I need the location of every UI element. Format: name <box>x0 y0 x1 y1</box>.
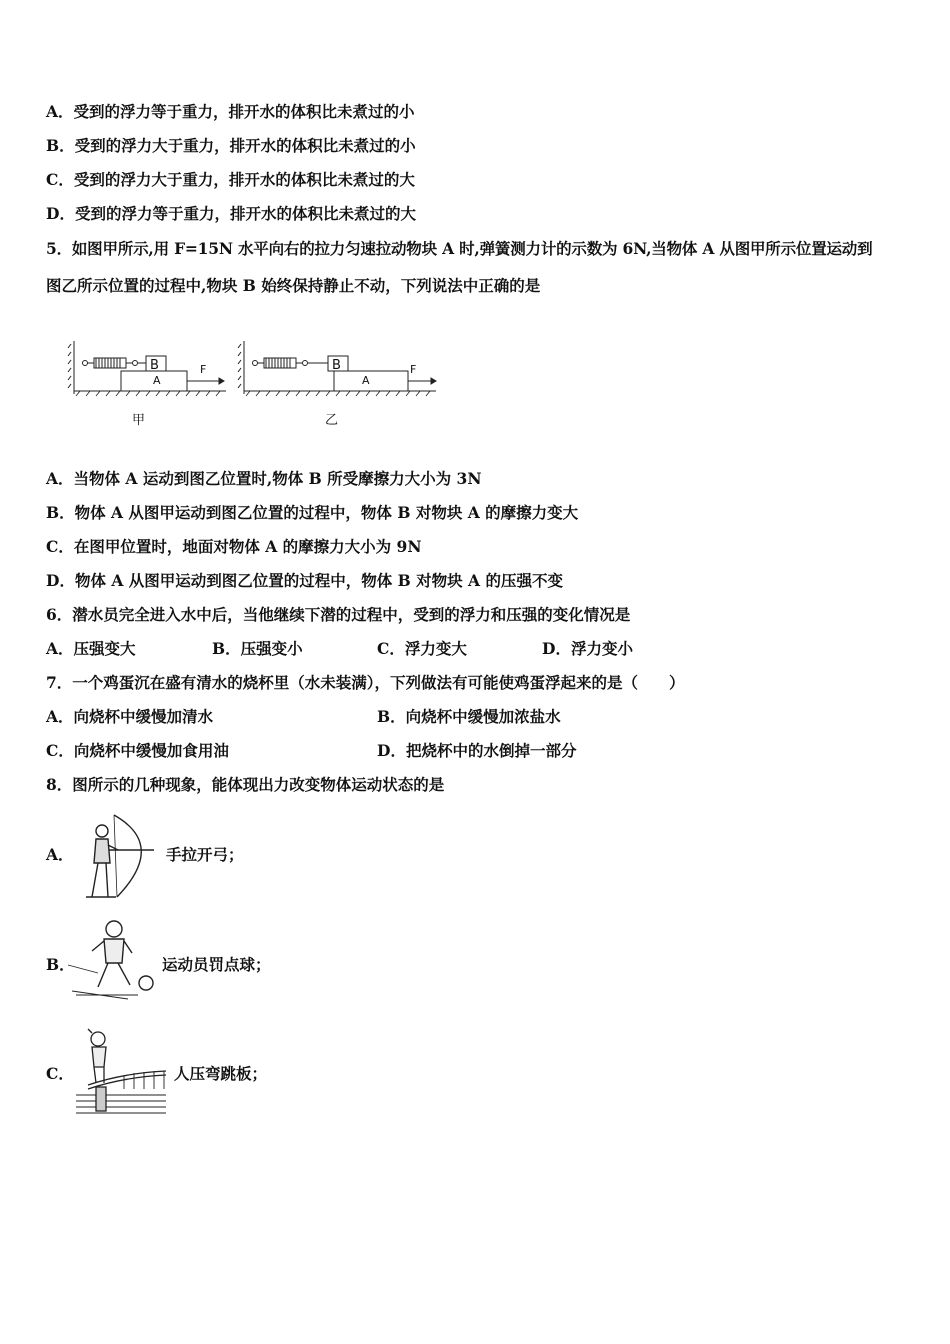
q7-option-d: D．把烧杯中的水倒掉一部分 <box>377 741 577 760</box>
q6-stem: 6．潜水员完全进入水中后，当他继续下潜的过程中，受到的浮力和压强的变化情况是 <box>46 605 631 624</box>
diagram-right-label-b: B <box>332 358 341 373</box>
diagram-right-label-a: A <box>362 374 370 387</box>
q7-option-a: A．向烧杯中缓慢加清水 <box>46 707 214 726</box>
spring-block-diagram <box>66 336 446 426</box>
q4-option-a: A．受到的浮力等于重力，排开水的体积比未煮过的小 <box>46 102 415 121</box>
football-player-image <box>68 915 158 1000</box>
q4-option-d: D．受到的浮力等于重力，排开水的体积比未煮过的大 <box>46 204 416 223</box>
q5-option-d: D．物体 A 从图甲运动到图乙位置的过程中，物体 B 对物块 A 的压强不变 <box>46 571 563 590</box>
q5-stem-line2: 图乙所示位置的过程中,物块 B 始终保持静止不动，下列说法中正确的是 <box>46 276 541 295</box>
q6-option-a: A．压强变大 <box>46 639 136 658</box>
q8-option-c-letter: C． <box>46 1064 74 1083</box>
q6-option-c: C．浮力变大 <box>377 639 467 658</box>
q4-option-b: B．受到的浮力大于重力，排开水的体积比未煮过的小 <box>46 136 416 155</box>
diagram-left-label-a: A <box>153 374 161 387</box>
q7-option-b: B．向烧杯中缓慢加浓盐水 <box>377 707 561 726</box>
diagram-left-caption: 甲 <box>132 413 146 428</box>
q8-option-a-letter: A． <box>46 845 74 864</box>
diagram-right-caption: 乙 <box>325 413 339 428</box>
diagram-left-label-b: B <box>150 358 159 373</box>
q8-option-c-text: 人压弯跳板； <box>174 1064 268 1083</box>
archer-image <box>72 805 162 900</box>
q5-stem-line1: 5．如图甲所示,用 F=15N 水平向右的拉力匀速拉动物块 A 时,弹簧测力计的示数为 6N,当物体 A 从图甲所示位置运动到 <box>46 239 873 258</box>
q7-option-c: C．向烧杯中缓慢加食用油 <box>46 741 229 760</box>
q8-option-b-letter: B． <box>46 955 75 974</box>
q8-option-a-text: 手拉开弓； <box>166 845 244 864</box>
q6-option-d: D．浮力变小 <box>542 639 633 658</box>
diagram-left-label-f: F <box>200 363 207 376</box>
q5-option-b: B．物体 A 从图甲运动到图乙位置的过程中，物体 B 对物块 A 的摩擦力变大 <box>46 503 579 522</box>
q8-stem: 8．图所示的几种现象，能体现出力改变物体运动状态的是 <box>46 775 445 794</box>
q5-option-c: C．在图甲位置时，地面对物体 A 的摩擦力大小为 9N <box>46 537 422 556</box>
diagram-right-label-f: F <box>410 363 417 376</box>
q4-option-c: C．受到的浮力大于重力，排开水的体积比未煮过的大 <box>46 170 415 189</box>
diver-springboard-image <box>74 1025 169 1115</box>
q8-option-b-text: 运动员罚点球； <box>162 955 271 974</box>
q5-option-a: A．当物体 A 运动到图乙位置时,物体 B 所受摩擦力大小为 3N <box>46 469 482 488</box>
q7-stem: 7．一个鸡蛋沉在盛有清水的烧杯里（水未装满），下列做法有可能使鸡蛋浮起来的是（ ） <box>46 673 685 692</box>
q6-option-b: B．压强变小 <box>212 639 303 658</box>
